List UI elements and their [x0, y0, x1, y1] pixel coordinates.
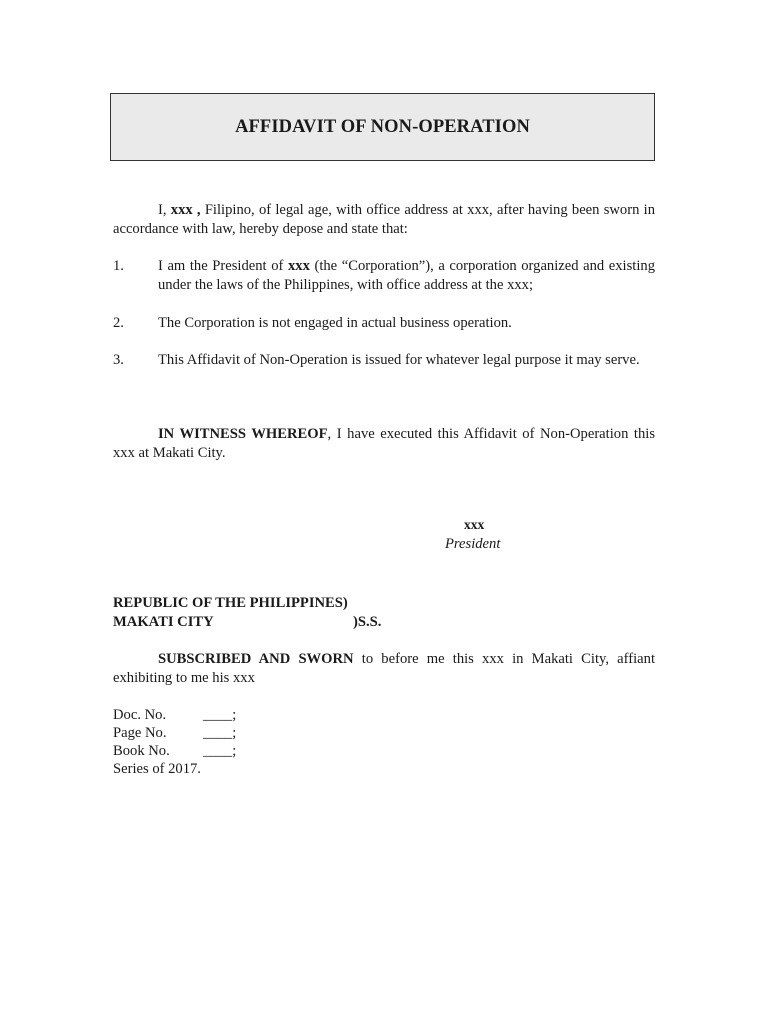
registry-blank: ____; — [203, 707, 237, 723]
signatory-name: xxx — [464, 517, 485, 532]
registry-label: Book No. — [113, 743, 170, 759]
witness-paragraph — [113, 425, 655, 463]
jurat-paragraph — [113, 650, 655, 688]
venue-ss: )S.S. — [353, 614, 382, 630]
intro-paragraph — [113, 201, 655, 239]
venue-city: MAKATI CITY — [113, 614, 214, 630]
registry-blank: ____; — [203, 725, 237, 741]
registry-row — [113, 724, 313, 742]
venue-line-city — [113, 613, 413, 632]
intro-prefix: I, — [158, 202, 171, 218]
item-number: 1. — [113, 258, 124, 274]
title-box — [110, 93, 655, 161]
item-text-pre: I am the President of — [158, 258, 288, 274]
item-text — [158, 257, 655, 295]
affiant-name: xxx , — [170, 202, 201, 218]
registry-blank: ____; — [203, 743, 237, 759]
jurat-text: to before me this xxx in Makati City, affiant exhibiting to me his xxx — [113, 651, 655, 686]
venue-line-country: REPUBLIC OF THE PHILIPPINES) — [113, 595, 348, 611]
item-text: This Affidavit of Non-Operation is issued for whatever legal purpose it may serve. — [158, 352, 640, 368]
item-text-post: (the “Corporation”), a corporation organized and existing under the laws of the Philippines, with office address at the xxx; — [158, 258, 655, 293]
intro-text: Filipino, of legal age, with office address at xxx, after having been sworn in accordance with law, hereby depose and state that: — [113, 202, 655, 237]
signatory-title: President — [445, 536, 501, 552]
jurat-heading: SUBSCRIBED AND SWORN — [158, 651, 354, 667]
corporation-name: xxx — [287, 258, 310, 274]
item-number: 3. — [113, 352, 124, 368]
witness-text: , I have executed this Affidavit of Non-Operation this xxx at Makati City. — [113, 426, 656, 461]
item-number: 2. — [113, 315, 124, 331]
document-title: AFFIDAVIT OF NON-OPERATION — [235, 116, 530, 137]
registry-row — [113, 742, 313, 760]
series-line: Series of 2017. — [113, 761, 201, 777]
registry-row — [113, 706, 313, 724]
registry-label: Page No. — [113, 725, 167, 741]
registry-label: Doc. No. — [113, 707, 167, 723]
witness-heading: IN WITNESS WHEREOF — [158, 426, 328, 442]
item-text: The Corporation is not engaged in actual business operation. — [158, 315, 512, 331]
